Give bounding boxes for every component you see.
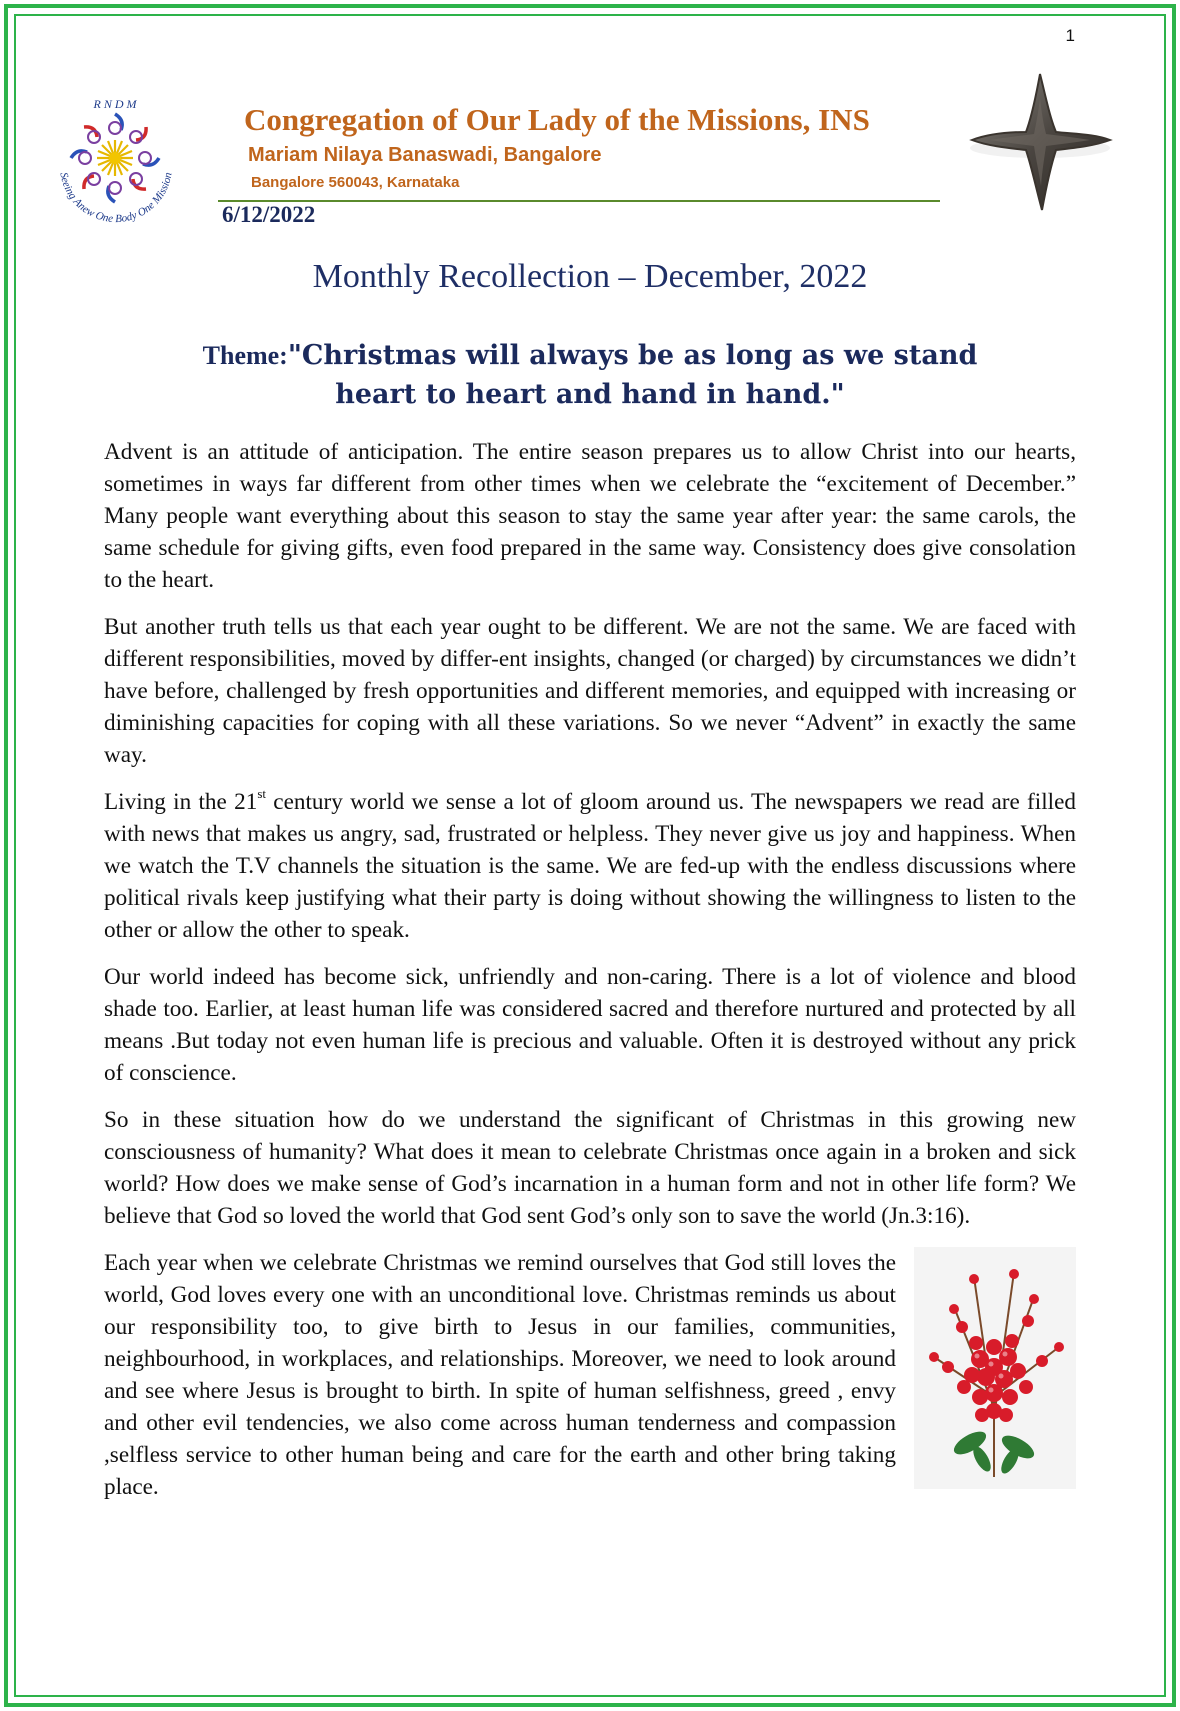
theme-label: Theme:	[202, 341, 288, 370]
paragraph-1: Advent is an attitude of anticipation. The entire season prepares us to allow Christ into our hearts, sometimes in ways far different from other times when we celebrate the “excitement of December.” Many people want everything about this season to stay the same year after year: the same carols, the same schedule for giving gifts, even food prepared in the same way. Consistency does give consolation to the heart.	[104, 439, 1076, 593]
red-berry-bouquet-image	[914, 1247, 1076, 1489]
paragraph-3	[104, 786, 1076, 946]
theme-block	[0, 338, 1180, 416]
org-address-line1: Mariam Nilaya Banaswadi, Bangalore	[248, 144, 602, 166]
rndm-logo-icon	[42, 94, 188, 232]
svg-text:Seeing Anew One Body One Missi	[57, 171, 174, 225]
paragraph-2: But another truth tells us that each year ought to be different. We are not the same. We are faced with different responsibilities, moved by differ-ent insights, changed (or charged) by circumstances we didn’t have before, challenged by fresh opportunities and different memories, and equipped with increasing or diminishing capacities for coping with all these variations. So we never “Advent” in exactly the same way.	[104, 614, 1076, 768]
page-number: 1	[1065, 26, 1075, 45]
cross-icon	[966, 68, 1114, 216]
logo-top-text: R N D M	[93, 97, 137, 111]
paragraph-3-rest: century world we sense a lot of gloom around us. The newspapers we read are filled with news that makes us angry, sad, frustrated or helpless. They never give us joy and happiness. When we watch the T.V channels the situation is the same. We are fed-up with the endless discussions where political rivals keep justifying what their party is doing without showing the willingness to listen to the other or allow the other to speak.	[104, 789, 1076, 943]
org-address-line2: Bangalore 560043, Karnataka	[251, 174, 460, 191]
theme-quote-line2: heart to heart and hand in hand."	[335, 379, 845, 410]
document-date: 6/12/2022	[222, 202, 316, 227]
paragraph-4: Our world indeed has become sick, unfriendly and non-caring. There is a lot of violence and blood shade too. Earlier, at least human life was considered sacred and therefore nurtured and protected by all means .But today not even human life is precious and valuable. Often it is destroyed without any prick of conscience.	[104, 964, 1076, 1086]
header-divider	[218, 200, 940, 202]
org-name: Congregation of Our Lady of the Missions, INS	[244, 102, 870, 137]
logo-ring-text: Seeing Anew One Body One Mission	[57, 171, 175, 226]
paragraph-3-start: Living in the 21	[104, 789, 258, 815]
body-text	[104, 436, 1076, 1518]
ordinal-superscript: st	[257, 786, 266, 802]
paragraph-5: So in these situation how do we understand the significant of Christmas in this growing new consciousness of humanity? What does it mean to celebrate Christmas once again in a broken and sick world? How does we make sense of God’s incarnation in a human form and not in other life form? We believe that God so loved the world that God sent God’s only son to save the world (Jn.3:16).	[104, 1107, 1076, 1229]
theme-quote-line1: "Christmas will always be as long as we stand	[287, 340, 978, 371]
paragraph-6: Each year when we celebrate Christmas we remind ourselves that God still loves the world, God loves every one with an unconditional love. Christmas reminds us about our responsibility too, to give birth to Jesus in our families, communities, neighbourhood, in workplaces, and relationships. Moreover, we need to look around and see where Jesus is brought to birth. In spite of human selfishness, greed , envy and other evil tendencies, we also come across human tenderness and compassion ,selfless service to other human being and care for the earth and other bring taking place.	[104, 1250, 896, 1500]
document-title: Monthly Recollection – December, 2022	[312, 258, 868, 295]
